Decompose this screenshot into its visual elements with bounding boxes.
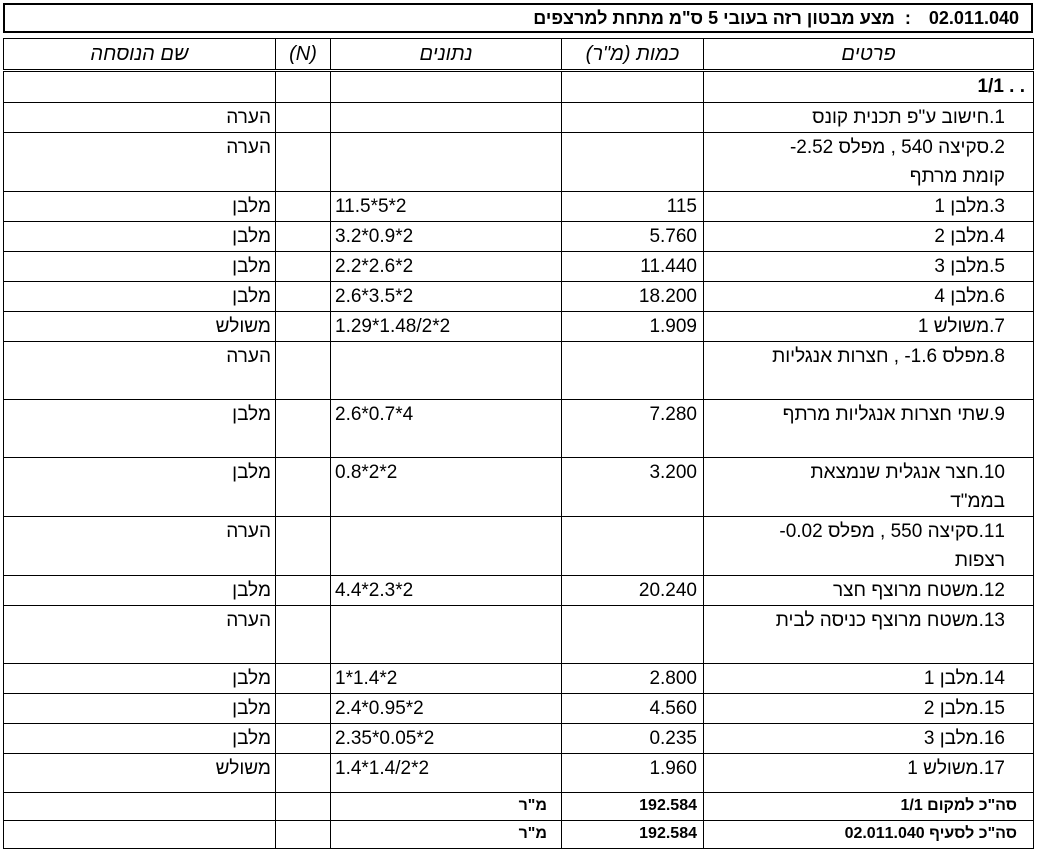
quantity-cell: 4.560 bbox=[562, 694, 704, 724]
details-text-continued: רצפות bbox=[954, 550, 1005, 571]
quantity-cell: 115 bbox=[562, 192, 704, 222]
details-text: 5.מלבן 3 bbox=[934, 256, 1005, 277]
formula-name-cell: הערה bbox=[4, 517, 276, 576]
total-quantity: 192.584 bbox=[562, 821, 704, 849]
n-cell bbox=[276, 282, 331, 312]
formula-name-cell: מלבן bbox=[4, 252, 276, 282]
subtotal-quantity: 192.584 bbox=[562, 793, 704, 821]
details-text: 1.חישוב ע"פ תכנית קונס bbox=[812, 107, 1005, 128]
data-cell: 1.29*1.48/2*2 bbox=[331, 312, 562, 342]
details-cell bbox=[704, 576, 1034, 606]
details-cell bbox=[704, 192, 1034, 222]
n-cell bbox=[276, 517, 331, 576]
table-row bbox=[4, 458, 1034, 517]
table-row bbox=[4, 282, 1034, 312]
total-row bbox=[4, 821, 1034, 849]
n-cell bbox=[276, 576, 331, 606]
details-text: 11.סקיצה 550 , מפלס 0.02- bbox=[779, 521, 1005, 542]
subtotal-unit: מ"ר bbox=[331, 793, 562, 821]
formula-name-cell: מלבן bbox=[4, 192, 276, 222]
table-row bbox=[4, 312, 1034, 342]
quantity-cell bbox=[562, 133, 704, 192]
table-row bbox=[4, 252, 1034, 282]
quantity-cell bbox=[562, 342, 704, 400]
n-cell bbox=[276, 192, 331, 222]
quantity-cell: 18.200 bbox=[562, 282, 704, 312]
formula-name-cell: מלבן bbox=[4, 282, 276, 312]
details-text: 10.חצר אנגלית שנמצאת bbox=[810, 462, 1005, 483]
quantity-cell: 5.760 bbox=[562, 222, 704, 252]
formula-name-cell: מלבן bbox=[4, 400, 276, 458]
details-cell bbox=[704, 754, 1034, 793]
data-cell: 2.6*0.7*4 bbox=[331, 400, 562, 458]
details-cell bbox=[704, 400, 1034, 458]
data-cell: 2.4*0.95*2 bbox=[331, 694, 562, 724]
table-row bbox=[4, 517, 1034, 576]
data-cell bbox=[331, 103, 562, 133]
details-text: 15.מלבן 2 bbox=[923, 698, 1005, 719]
details-text: 9.שתי חצרות אנגליות מרתף bbox=[782, 404, 1005, 425]
details-text-continued: קומת מרתף bbox=[909, 166, 1005, 187]
quantity-cell: 3.200 bbox=[562, 458, 704, 517]
n-cell bbox=[276, 342, 331, 400]
header-data: נתונים bbox=[331, 39, 562, 71]
details-cell bbox=[704, 694, 1034, 724]
table-row bbox=[4, 724, 1034, 754]
n-cell bbox=[276, 606, 331, 664]
table-row bbox=[4, 192, 1034, 222]
n-cell bbox=[276, 252, 331, 282]
formula-name-cell: משולש bbox=[4, 312, 276, 342]
details-text: 6.מלבן 4 bbox=[934, 286, 1005, 307]
n-cell bbox=[276, 222, 331, 252]
details-cell bbox=[704, 103, 1034, 133]
details-text: 17.משולש 1 bbox=[907, 758, 1005, 779]
n-cell bbox=[276, 664, 331, 694]
formula-name-cell: הערה bbox=[4, 133, 276, 192]
data-cell bbox=[331, 133, 562, 192]
details-text: 8.מפלס 1.6- , חצרות אנגליות bbox=[772, 346, 1005, 367]
data-cell: 4.4*2.3*2 bbox=[331, 576, 562, 606]
header-details: פרטים bbox=[704, 39, 1034, 71]
details-text: 14.מלבן 1 bbox=[923, 668, 1005, 689]
details-text: 7.משולש 1 bbox=[917, 316, 1005, 337]
n-cell bbox=[276, 694, 331, 724]
n-cell bbox=[276, 754, 331, 793]
details-cell bbox=[704, 664, 1034, 694]
table-row bbox=[4, 754, 1034, 793]
data-cell: 1.4*1.4/2*2 bbox=[331, 754, 562, 793]
details-cell bbox=[704, 517, 1034, 576]
formula-name-cell: מלבן bbox=[4, 458, 276, 517]
formula-name-cell: משולש bbox=[4, 754, 276, 793]
details-cell bbox=[704, 252, 1034, 282]
header-quantity: כמות (מ"ר) bbox=[562, 39, 704, 71]
n-cell bbox=[276, 133, 331, 192]
details-cell bbox=[704, 724, 1034, 754]
calculation-table bbox=[3, 38, 1034, 849]
formula-name-cell: מלבן bbox=[4, 222, 276, 252]
section-row bbox=[4, 71, 1034, 103]
details-text: 3.מלבן 1 bbox=[934, 196, 1005, 217]
quantity-cell: 2.800 bbox=[562, 664, 704, 694]
quantity-cell bbox=[562, 606, 704, 664]
details-cell bbox=[704, 133, 1034, 192]
data-cell: 2.2*2.6*2 bbox=[331, 252, 562, 282]
details-cell bbox=[704, 342, 1034, 400]
quantity-cell: 20.240 bbox=[562, 576, 704, 606]
details-cell bbox=[704, 312, 1034, 342]
header-formula-name: שם הנוסחה bbox=[4, 39, 276, 71]
table-row bbox=[4, 400, 1034, 458]
total-label: סה"כ לסעיף 02.011.040 bbox=[704, 821, 1034, 849]
quantity-cell: 11.440 bbox=[562, 252, 704, 282]
quantity-cell bbox=[562, 517, 704, 576]
table-row bbox=[4, 133, 1034, 192]
details-cell bbox=[704, 606, 1034, 664]
data-cell: 1*1.4*2 bbox=[331, 664, 562, 694]
header-n: (N) bbox=[276, 39, 331, 71]
details-text-continued: בממ"ד bbox=[950, 491, 1005, 512]
n-cell bbox=[276, 724, 331, 754]
details-text: 13.משטח מרוצף כניסה לבית bbox=[775, 610, 1005, 631]
data-cell bbox=[331, 517, 562, 576]
formula-name-cell: מלבן bbox=[4, 664, 276, 694]
subtotal-row bbox=[4, 793, 1034, 821]
item-description: מצע מבטון רזה בעובי 5 ס"מ מתחת למרצפים bbox=[533, 8, 895, 28]
details-text: 4.מלבן 2 bbox=[934, 226, 1005, 247]
details-text: 16.מלבן 3 bbox=[923, 728, 1005, 749]
n-cell bbox=[276, 312, 331, 342]
details-cell bbox=[704, 222, 1034, 252]
details-cell bbox=[704, 458, 1034, 517]
title-separator: : bbox=[904, 8, 911, 28]
section-label: 1/1 . . bbox=[704, 71, 1034, 103]
quantity-cell: 1.960 bbox=[562, 754, 704, 793]
formula-name-cell: מלבן bbox=[4, 724, 276, 754]
n-cell bbox=[276, 103, 331, 133]
table-row bbox=[4, 576, 1034, 606]
table-row bbox=[4, 342, 1034, 400]
formula-name-cell: מלבן bbox=[4, 694, 276, 724]
data-cell: 0.8*2*2 bbox=[331, 458, 562, 517]
details-cell bbox=[704, 282, 1034, 312]
quantity-cell: 7.280 bbox=[562, 400, 704, 458]
item-code: 02.011.040 bbox=[928, 8, 1019, 28]
subtotal-label: סה"כ למקום 1/1 bbox=[704, 793, 1034, 821]
table-row bbox=[4, 664, 1034, 694]
data-cell: 3.2*0.9*2 bbox=[331, 222, 562, 252]
n-cell bbox=[276, 458, 331, 517]
formula-name-cell: הערה bbox=[4, 103, 276, 133]
formula-name-cell: הערה bbox=[4, 342, 276, 400]
header-row bbox=[4, 39, 1034, 71]
table-row bbox=[4, 222, 1034, 252]
table-row bbox=[4, 103, 1034, 133]
details-text: 2.סקיצה 540 , מפלס 2.52- bbox=[789, 137, 1005, 158]
quantity-cell bbox=[562, 103, 704, 133]
item-title-bar bbox=[3, 3, 1033, 33]
data-cell: 2.6*3.5*2 bbox=[331, 282, 562, 312]
details-text: 12.משטח מרוצף חצר bbox=[833, 580, 1005, 601]
table-row bbox=[4, 606, 1034, 664]
n-cell bbox=[276, 400, 331, 458]
data-cell: 2.35*0.05*2 bbox=[331, 724, 562, 754]
data-cell: 11.5*5*2 bbox=[331, 192, 562, 222]
table-row bbox=[4, 694, 1034, 724]
total-unit: מ"ר bbox=[331, 821, 562, 849]
data-cell bbox=[331, 606, 562, 664]
formula-name-cell: הערה bbox=[4, 606, 276, 664]
formula-name-cell: מלבן bbox=[4, 576, 276, 606]
quantity-cell: 1.909 bbox=[562, 312, 704, 342]
data-cell bbox=[331, 342, 562, 400]
quantity-cell: 0.235 bbox=[562, 724, 704, 754]
